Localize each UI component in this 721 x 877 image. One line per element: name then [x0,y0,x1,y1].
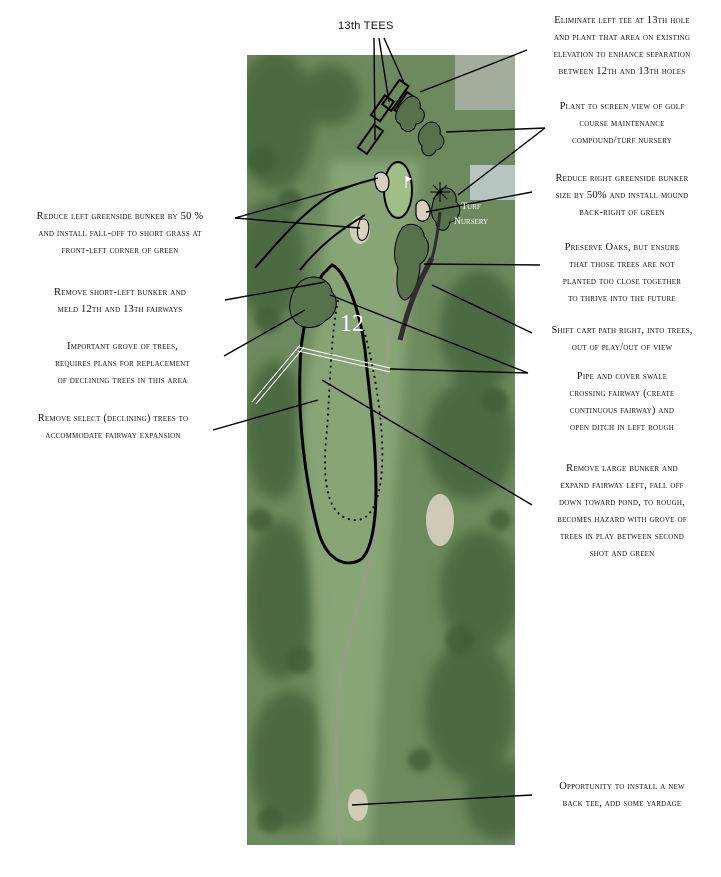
tees-title: 13th TEES [338,20,394,32]
note-reduce-left-bunker [4,208,236,259]
note-remove-short-left [20,284,220,318]
note-shift-cart-path [528,322,716,356]
turf-nursery-label [454,200,488,230]
note-line: requires plans for replacement [55,358,190,369]
north-arrow-icon [430,182,450,202]
note-line: Remove large bunker and [566,463,678,474]
note-line: continuous fairway) and [569,405,675,416]
note-line: back tee, add some yardage [562,798,682,809]
note-line: course maintenance [579,118,665,129]
note-line: planted too close together [562,276,682,287]
note-line: of declining trees in this area [57,375,188,386]
note-line: Reduce right greenside bunker [555,173,689,184]
note-line: Remove select (declining) trees to [37,413,189,424]
note-line: Pipe and cover swale [576,371,668,382]
note-line: compound/turf nursery [572,135,672,146]
note-important-grove [20,338,225,389]
note-line: between 12th and 13th holes [558,66,686,77]
note-line: shot and green [589,548,655,559]
note-remove-large-bunker [528,460,716,562]
note-line: that those trees are not [569,259,675,270]
note-line: crossing fairway (create [569,388,675,399]
note-line: Preserve Oaks, but ensure [564,242,680,253]
note-line: to thrive into the future [568,293,676,304]
nursery-line-2: Nursery [454,217,489,227]
note-line: accommodate fairway expansion [45,430,181,441]
note-reduce-right-bunker [528,170,716,221]
note-preserve-oaks [528,239,716,307]
hole-number: 12 [340,311,364,337]
note-line: Reduce left greenside bunker by 50 % [36,211,204,222]
note-line: open ditch in left rough [570,422,674,433]
note-line: Important grove of trees, [67,341,178,352]
note-line: front-left corner of green [61,245,179,256]
right-greenside-bunker [416,200,430,221]
aerial-photo [235,50,535,845]
note-line: down toward pond, to rough, [559,497,685,508]
note-line: Remove short-left bunker and [53,287,187,298]
note-line: out of play/out of view [571,342,673,353]
note-line: and plant that area on existing [553,32,691,43]
note-line: Opportunity to install a new [559,781,685,792]
note-back-tee [528,778,716,812]
note-line: size by 50% and install mound [555,190,689,201]
note-eliminate-tee [528,12,716,80]
note-remove-select-trees [8,410,218,444]
note-line: meld 12th and 13th fairways [57,304,183,315]
note-line: expand fairway left, fall off [560,480,684,491]
note-line: back-right of green [579,207,665,218]
nursery-line-1: Turf [461,202,481,212]
note-line: Eliminate left tee at 13th hole [554,15,690,26]
left-greenside-bunker [375,172,389,192]
note-line: and install fall-off to short grass at [38,228,202,239]
note-plant-screen [528,98,716,149]
note-pipe-swale [528,368,716,436]
note-line: Plant to screen view of golf [559,101,685,112]
note-line: becomes hazard with grove of [557,514,687,525]
note-line: Shift cart path right, into trees, [551,325,693,336]
note-line: trees in play between second [560,531,684,542]
note-line: elevation to enhance separation [553,49,691,60]
